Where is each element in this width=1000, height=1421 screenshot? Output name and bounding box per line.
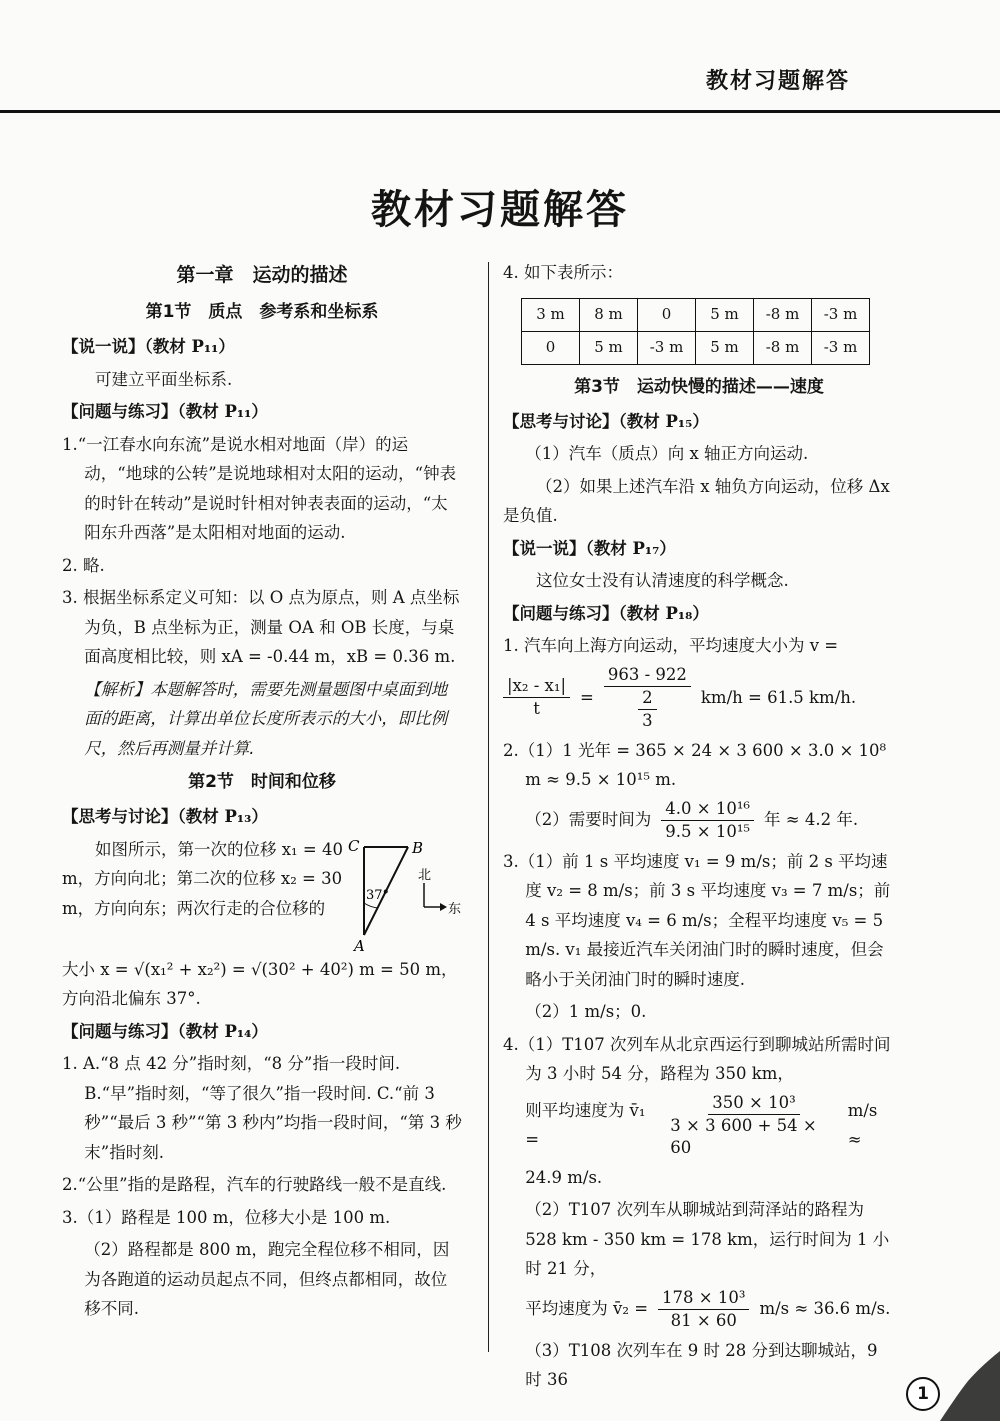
figure-text: 如图所示，第一次的位移 x₁ = 40 m，方向向北；第二次的位移 x₂ = 30 m，方向向东；两次行走的合位移的	[62, 839, 343, 918]
column-divider	[488, 262, 489, 1352]
answer-3-4b: （2）T107 次列车从聊城站到菏泽站的路程为 528 km - 350 km = 178 km，运行时间为 1 小时 21 分，	[525, 1200, 890, 1278]
section-1-heading: 第1节 质点 参考系和坐标系	[145, 302, 379, 322]
exercise-tag: 【问题与练习】（教材 P₁₁）	[62, 402, 268, 421]
table-cell: 0	[638, 298, 696, 331]
answer-3-3b: （2）1 m/s；0.	[525, 1002, 647, 1021]
formula-suffix: 年 ≈ 4.2 年.	[764, 810, 859, 830]
fraction-numerator: 350 × 10³	[708, 1092, 799, 1115]
equals-sign: =	[580, 687, 594, 707]
fraction-numerator: 178 × 10³	[658, 1287, 749, 1310]
table-cell: -3 m	[812, 331, 870, 364]
avg-speed-1-result: 24.9 m/s.	[525, 1167, 603, 1187]
exercise-tag-2: 【问题与练习】（教材 P₁₄）	[62, 1021, 268, 1041]
displacement-diagram	[346, 835, 462, 953]
shuo-tag: 【说一说】（教材 P₁₁）	[62, 337, 235, 356]
fraction	[503, 675, 570, 720]
label-c: C	[348, 836, 360, 855]
answer-3: 3. 根据坐标系定义可知：以 O 点为原点，则 A 点坐标为负，B 点坐标为正，测量 OA 和 OB 长度，与桌面高度相比较，则 xA = -0.44 m，xB = 0.36 m.	[62, 588, 460, 666]
section-2-heading: 第2节 时间和位移	[188, 772, 336, 792]
shuo-tag-3: 【说一说】（教材 P₁₇）	[503, 538, 676, 558]
formula-suffix: m/s ≈	[847, 1100, 878, 1149]
fraction	[661, 798, 754, 843]
answer-2-2: 2.“公里”指的是路程，汽车的行驶路线一般不是直线.	[62, 1175, 447, 1194]
table-cell: -3 m	[638, 331, 696, 364]
fraction-denominator: 9.5 × 10¹⁵	[665, 821, 751, 841]
answer-2: 2. 略.	[62, 555, 105, 575]
avg-speed-1	[503, 1092, 895, 1159]
answer-2-3b: （2）路程都是 800 m，跑完全程位移不相同，因为各跑道的运动员起点不同，但终点都相同，故位移不同.	[84, 1240, 450, 1318]
scan-corner-mark	[930, 1351, 1000, 1421]
speed-formula	[503, 664, 895, 732]
fraction-numerator: 4.0 × 10¹⁶	[661, 798, 754, 821]
answer-3-2a: 2.（1）1 光年 = 365 × 24 × 3 600 × 3.0 × 10⁸ m ≈ 9.5 × 10¹⁵ m.	[503, 740, 887, 789]
formula-prefix: 平均速度为 v̄₂ =	[525, 1299, 649, 1319]
fraction-denominator: t	[533, 699, 540, 718]
answer-3-1: 1. 汽车向上海方向运动，平均速度大小为 v =	[503, 636, 839, 655]
answer-1: 1.“一江春水向东流”是说水相对地面（岸）的运动，“地球的公转”是说地球相对太阳的运动，“钟表的时针在转动”是说时针相对钟表表面的运动，“太阳东升西落”是太阳相对地面的运动.	[62, 434, 457, 542]
fraction-numerator: 963 - 922	[604, 664, 691, 687]
table-cell: -8 m	[754, 298, 812, 331]
sikao-tag-3: 【思考与讨论】（教材 P₁₅）	[503, 411, 709, 431]
header-rule	[0, 110, 1000, 113]
sikao-tag: 【思考与讨论】（教材 P₁₃）	[62, 807, 268, 826]
fraction-denominator: 81 × 60	[670, 1310, 737, 1330]
table-intro: 4. 如下表所示：	[503, 263, 623, 282]
table-row	[522, 331, 870, 364]
table-cell: 5 m	[580, 331, 638, 364]
analysis-note: 【解析】本题解答时，需要先测量题图中桌面到地面的距离，计算出单位长度所表示的大小，即比例尺，然后再测量并计算.	[84, 679, 448, 758]
page-number: 1	[906, 1377, 940, 1411]
formula-suffix: m/s ≈ 36.6 m/s.	[759, 1299, 891, 1319]
label-b: B	[412, 838, 424, 857]
inner-numerator: 2	[638, 687, 657, 710]
answer-3-4a: 4.（1）T107 次列车从北京西运行到聊城站所需时间为 3 小时 54 分，路程为 350 km，	[503, 1034, 891, 1083]
label-a: A	[354, 936, 365, 953]
exercise-tag-3: 【问题与练习】（教材 P₁₈）	[503, 603, 709, 623]
fraction-denominator	[638, 687, 657, 732]
running-head: 教材习题解答	[705, 69, 850, 94]
answer-3-4c: （3）T108 次列车在 9 时 28 分到达聊城站，9 时 36	[525, 1340, 878, 1389]
fraction	[670, 1092, 837, 1159]
table-cell: 0	[522, 331, 580, 364]
fraction	[604, 664, 691, 732]
avg-speed-2	[503, 1287, 895, 1332]
section-3-heading: 第3节 运动快慢的描述——速度	[574, 376, 824, 397]
label-north: 北	[418, 867, 432, 883]
fraction-numerator: |x₂ - x₁|	[503, 675, 570, 698]
table-cell: -3 m	[812, 298, 870, 331]
answer-2-1: 1. A.“8 点 42 分”指时刻，“8 分”指一段时间. B.“早”指时刻，“等了很久”指一段时间. C.“前 3 秒”“最后 3 秒”“第 3 秒内”均指一段时间，“第 3 秒末”指时刻.	[62, 1054, 462, 1162]
table-cell: -8 m	[754, 331, 812, 364]
inner-denominator: 3	[642, 710, 653, 730]
right-column	[503, 258, 895, 1398]
shuo-answer: 可建立平面坐标系.	[95, 369, 233, 389]
sikao-answer-2: （2）如果上述汽车沿 x 轴负方向运动，位移 Δx 是负值.	[503, 476, 890, 525]
table-row	[522, 298, 870, 331]
label-angle: 37°	[366, 887, 390, 903]
label-east: 东	[448, 901, 462, 917]
left-column	[62, 258, 462, 1327]
sikao-answer-1: （1）汽车（质点）向 x 轴正方向运动.	[525, 444, 809, 463]
figure-text-continued: 大小 x = √(x₁² + x₂²) = √(30² + 40²) m = 50 m，方向沿北偏东 37°.	[62, 959, 458, 1008]
fraction-denominator: 3 × 3 600 + 54 × 60	[670, 1115, 817, 1157]
formula-result: km/h = 61.5 km/h.	[700, 687, 857, 707]
table-cell: 3 m	[522, 298, 580, 331]
page-title: 教材习题解答	[371, 187, 629, 233]
fraction	[658, 1287, 749, 1332]
answer-2-3a: 3.（1）路程是 100 m，位移大小是 100 m.	[62, 1207, 391, 1227]
answer-3-2b	[503, 798, 895, 843]
chapter-heading: 第一章 运动的描述	[176, 264, 348, 286]
shuo-answer-3: 这位女士没有认清速度的科学概念.	[536, 571, 789, 590]
table-cell: 5 m	[696, 331, 754, 364]
answer-3-3a: 3.（1）前 1 s 平均速度 v₁ = 9 m/s；前 2 s 平均速度 v₂ = 8 m/s；前 3 s 平均速度 v₃ = 7 m/s；前 4 s 平均速度 v₄ = 6 m/s；全程平均速度 v₅ = 5 m/s. v₁ 最接近汽车关闭油门时的瞬时速度，但会略小于关闭油门时的瞬时速度.	[503, 851, 891, 989]
coordinate-table	[521, 298, 870, 365]
table-cell: 5 m	[696, 298, 754, 331]
table-cell: 8 m	[580, 298, 638, 331]
formula-prefix: 则平均速度为 v̄₁ =	[525, 1100, 646, 1149]
formula-prefix: （2）需要时间为	[525, 810, 652, 830]
figure-block	[62, 835, 462, 953]
